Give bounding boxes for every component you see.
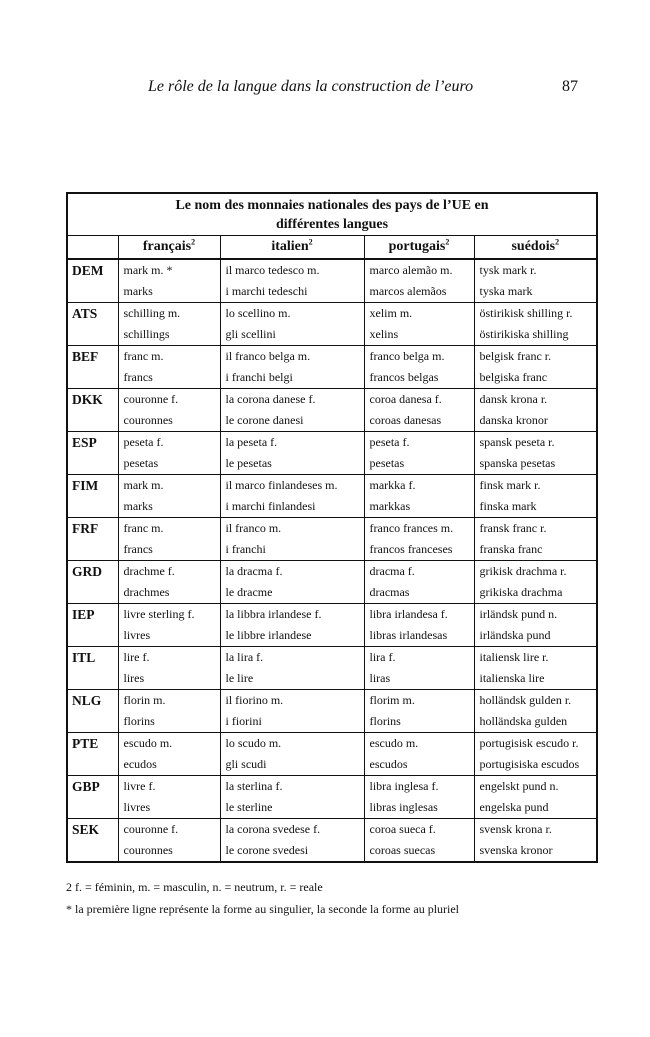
cell-swedish — [474, 776, 597, 819]
singular-form: spansk peseta r. — [479, 435, 555, 449]
footnote-singular-plural: * la première ligne représente la forme au singulier, la seconde la forme au pluriel — [66, 902, 460, 916]
singular-form: holländsk gulden r. — [479, 693, 572, 707]
cell-swedish — [474, 819, 597, 863]
singular-form: la lira f. — [225, 650, 264, 664]
plural-form: i marchi tedeschi — [225, 284, 308, 298]
table-caption-line2: différentes langues — [275, 217, 389, 232]
table-caption — [67, 193, 597, 236]
currency-code: PTE — [67, 733, 118, 776]
cell-portuguese — [364, 303, 474, 346]
plural-form: francs — [123, 542, 153, 556]
cell-french — [118, 604, 220, 647]
table-row — [67, 819, 597, 863]
singular-form: la libbra irlandese f. — [225, 607, 322, 621]
plural-form: franska franc — [479, 542, 543, 556]
singular-form: lira f. — [369, 650, 396, 664]
singular-form: finsk mark r. — [479, 478, 541, 492]
footnote-ref: 2 — [445, 237, 450, 247]
plural-form: couronnes — [123, 843, 173, 857]
cell-french — [118, 432, 220, 475]
singular-form: florim m. — [369, 693, 415, 707]
table-body — [67, 259, 597, 862]
table-row — [67, 733, 597, 776]
cell-portuguese — [364, 819, 474, 863]
plural-form: florins — [123, 714, 155, 728]
singular-form: franc m. — [123, 349, 164, 363]
cell-portuguese — [364, 647, 474, 690]
singular-form: dansk krona r. — [479, 392, 548, 406]
plural-form: livres — [123, 628, 151, 642]
plural-form: francs — [123, 370, 153, 384]
singular-form: couronne f. — [123, 392, 179, 406]
plural-form: schillings — [123, 327, 170, 341]
cell-french — [118, 819, 220, 863]
cell-italian — [220, 604, 364, 647]
currency-code: GBP — [67, 776, 118, 819]
plural-form: le libbre irlandese — [225, 628, 312, 642]
table-row — [67, 561, 597, 604]
singular-form: schilling m. — [123, 306, 181, 320]
plural-form: spanska pesetas — [479, 456, 556, 470]
plural-form: i fiorini — [225, 714, 262, 728]
table-row — [67, 475, 597, 518]
cell-portuguese — [364, 518, 474, 561]
plural-form: le pesetas — [225, 456, 272, 470]
currency-code: ITL — [67, 647, 118, 690]
table-row — [67, 776, 597, 819]
currency-code: NLG — [67, 690, 118, 733]
cell-swedish — [474, 259, 597, 303]
plural-form: escudos — [369, 757, 408, 771]
singular-form: coroa danesa f. — [369, 392, 442, 406]
cell-swedish — [474, 647, 597, 690]
plural-form: drachmes — [123, 585, 170, 599]
plural-form: irländska pund — [479, 628, 551, 642]
singular-form: escudo m. — [369, 736, 419, 750]
cell-swedish — [474, 432, 597, 475]
singular-form: livre sterling f. — [123, 607, 195, 621]
currency-code: DEM — [67, 259, 118, 303]
cell-portuguese — [364, 776, 474, 819]
currency-names-table — [66, 192, 598, 863]
column-header-portuguese: portugais$^2$ — [364, 236, 474, 260]
cell-italian — [220, 259, 364, 303]
cell-portuguese — [364, 432, 474, 475]
currency-table-container — [66, 192, 596, 863]
singular-form: fransk franc r. — [479, 521, 547, 535]
cell-swedish — [474, 518, 597, 561]
page-number: 87 — [562, 78, 578, 95]
plural-form: dracmas — [369, 585, 410, 599]
cell-portuguese — [364, 690, 474, 733]
singular-form: mark m. — [123, 478, 164, 492]
singular-form: escudo m. — [123, 736, 173, 750]
cell-french — [118, 647, 220, 690]
plural-form: i marchi finlandesi — [225, 499, 316, 513]
cell-portuguese — [364, 475, 474, 518]
plural-form: francos belgas — [369, 370, 439, 384]
cell-french — [118, 733, 220, 776]
plural-form: marcos alemãos — [369, 284, 447, 298]
column-header-italian: italien$^2$ — [220, 236, 364, 260]
singular-form: il franco m. — [225, 521, 282, 535]
cell-french — [118, 690, 220, 733]
singular-form: franc m. — [123, 521, 164, 535]
plural-form: svenska kronor — [479, 843, 553, 857]
table-row — [67, 389, 597, 432]
footnote-ref: 2 — [555, 237, 560, 247]
column-header-code — [67, 236, 118, 260]
plural-form: gli scudi — [225, 757, 267, 771]
plural-form: engelska pund — [479, 800, 549, 814]
singular-form: grikisk drachma r. — [479, 564, 567, 578]
cell-french — [118, 346, 220, 389]
singular-form: tysk mark r. — [479, 263, 537, 277]
cell-italian — [220, 518, 364, 561]
plural-form: liras — [369, 671, 391, 685]
cell-italian — [220, 647, 364, 690]
cell-swedish — [474, 303, 597, 346]
singular-form: dracma f. — [369, 564, 415, 578]
singular-form: engelskt pund n. — [479, 779, 559, 793]
cell-french — [118, 303, 220, 346]
singular-form: italiensk lire r. — [479, 650, 549, 664]
table-row — [67, 518, 597, 561]
footnote-ref: 2 — [191, 237, 196, 247]
cell-italian — [220, 346, 364, 389]
cell-portuguese — [364, 733, 474, 776]
singular-form: lo scellino m. — [225, 306, 291, 320]
singular-form: il franco belga m. — [225, 349, 311, 363]
plural-form: finska mark — [479, 499, 537, 513]
plural-form: portugisiska escudos — [479, 757, 580, 771]
cell-french — [118, 475, 220, 518]
singular-form: il marco finlandeses m. — [225, 478, 338, 492]
currency-code: ATS — [67, 303, 118, 346]
table-row — [67, 432, 597, 475]
footnote-ref: 2 — [308, 237, 313, 247]
plural-form: pesetas — [123, 456, 159, 470]
footnotes — [66, 876, 459, 920]
plural-form: francos franceses — [369, 542, 453, 556]
plural-form: coroas danesas — [369, 413, 442, 427]
currency-code: SEK — [67, 819, 118, 863]
table-caption-line1: Le nom des monnaies nationales des pays de l’UE en — [175, 198, 489, 213]
singular-form: coroa sueca f. — [369, 822, 436, 836]
cell-french — [118, 518, 220, 561]
singular-form: portugisisk escudo r. — [479, 736, 579, 750]
cell-portuguese — [364, 259, 474, 303]
singular-form: svensk krona r. — [479, 822, 552, 836]
cell-italian — [220, 690, 364, 733]
table-row — [67, 303, 597, 346]
plural-form: östirikiska shilling — [479, 327, 569, 341]
plural-form: livres — [123, 800, 151, 814]
singular-form: libra irlandesa f. — [369, 607, 448, 621]
cell-italian — [220, 733, 364, 776]
column-header-french: français$^2$ — [118, 236, 220, 260]
plural-form: gli scellini — [225, 327, 276, 341]
cell-italian — [220, 776, 364, 819]
plural-form: xelins — [369, 327, 399, 341]
cell-italian — [220, 561, 364, 604]
singular-form: lire f. — [123, 650, 150, 664]
plural-form: libras irlandesas — [369, 628, 448, 642]
plural-form: lires — [123, 671, 145, 685]
singular-form: marco alemão m. — [369, 263, 453, 277]
plural-form: coroas suecas — [369, 843, 436, 857]
singular-form: la corona danese f. — [225, 392, 316, 406]
plural-form: belgiska franc — [479, 370, 548, 384]
plural-form: holländska gulden — [479, 714, 568, 728]
plural-form: grikiska drachma — [479, 585, 563, 599]
cell-portuguese — [364, 389, 474, 432]
cell-swedish — [474, 561, 597, 604]
plural-form: le lire — [225, 671, 254, 685]
singular-form: florin m. — [123, 693, 166, 707]
currency-code: IEP — [67, 604, 118, 647]
singular-form: peseta f. — [123, 435, 164, 449]
singular-form: la dracma f. — [225, 564, 283, 578]
singular-form: irländsk pund n. — [479, 607, 558, 621]
singular-form: libra inglesa f. — [369, 779, 439, 793]
cell-italian — [220, 303, 364, 346]
plural-form: ecudos — [123, 757, 157, 771]
plural-form: le sterline — [225, 800, 273, 814]
table-row — [67, 346, 597, 389]
cell-italian — [220, 389, 364, 432]
singular-form: la sterlina f. — [225, 779, 283, 793]
currency-code: BEF — [67, 346, 118, 389]
cell-french — [118, 561, 220, 604]
singular-form: il marco tedesco m. — [225, 263, 320, 277]
cell-french — [118, 259, 220, 303]
cell-italian — [220, 475, 364, 518]
cell-french — [118, 776, 220, 819]
cell-portuguese — [364, 346, 474, 389]
running-title: Le rôle de la langue dans la construction de l’euro — [148, 78, 474, 95]
currency-code: GRD — [67, 561, 118, 604]
plural-form: marks — [123, 499, 153, 513]
column-header-row — [67, 236, 597, 260]
plural-form: couronnes — [123, 413, 173, 427]
singular-form: la peseta f. — [225, 435, 278, 449]
plural-form: tyska mark — [479, 284, 533, 298]
currency-code: FRF — [67, 518, 118, 561]
cell-swedish — [474, 475, 597, 518]
plural-form: italienska lire — [479, 671, 545, 685]
plural-form: le corone danesi — [225, 413, 304, 427]
singular-form: xelim m. — [369, 306, 413, 320]
singular-form: franco frances m. — [369, 521, 454, 535]
cell-portuguese — [364, 604, 474, 647]
singular-form: couronne f. — [123, 822, 179, 836]
cell-portuguese — [364, 561, 474, 604]
singular-form: markka f. — [369, 478, 416, 492]
plural-form: markkas — [369, 499, 411, 513]
cell-italian — [220, 432, 364, 475]
singular-form: belgisk franc r. — [479, 349, 552, 363]
singular-form: mark m. * — [123, 263, 173, 277]
singular-form: östirikisk shilling r. — [479, 306, 573, 320]
cell-swedish — [474, 389, 597, 432]
singular-form: drachme f. — [123, 564, 175, 578]
plural-form: le dracme — [225, 585, 273, 599]
cell-swedish — [474, 346, 597, 389]
plural-form: danska kronor — [479, 413, 548, 427]
cell-swedish — [474, 690, 597, 733]
plural-form: i franchi — [225, 542, 266, 556]
currency-code: ESP — [67, 432, 118, 475]
plural-form: le corone svedesi — [225, 843, 309, 857]
plural-form: libras inglesas — [369, 800, 438, 814]
footnote-abbreviations: 2 f. = féminin, m. = masculin, n. = neutrum, r. = reale — [66, 880, 323, 894]
plural-form: i franchi belgi — [225, 370, 293, 384]
singular-form: franco belga m. — [369, 349, 445, 363]
column-header-swedish: suédois$^2$ — [474, 236, 597, 260]
table-row — [67, 604, 597, 647]
table-row — [67, 647, 597, 690]
cell-swedish — [474, 604, 597, 647]
currency-code: DKK — [67, 389, 118, 432]
table-caption-row — [67, 193, 597, 236]
plural-form: florins — [369, 714, 401, 728]
cell-italian — [220, 819, 364, 863]
cell-swedish — [474, 733, 597, 776]
plural-form: pesetas — [369, 456, 405, 470]
table-row — [67, 690, 597, 733]
table-row — [67, 259, 597, 303]
singular-form: livre f. — [123, 779, 156, 793]
currency-code: FIM — [67, 475, 118, 518]
cell-french — [118, 389, 220, 432]
plural-form: marks — [123, 284, 153, 298]
singular-form: peseta f. — [369, 435, 410, 449]
singular-form: il fiorino m. — [225, 693, 284, 707]
singular-form: la corona svedese f. — [225, 822, 321, 836]
singular-form: lo scudo m. — [225, 736, 282, 750]
